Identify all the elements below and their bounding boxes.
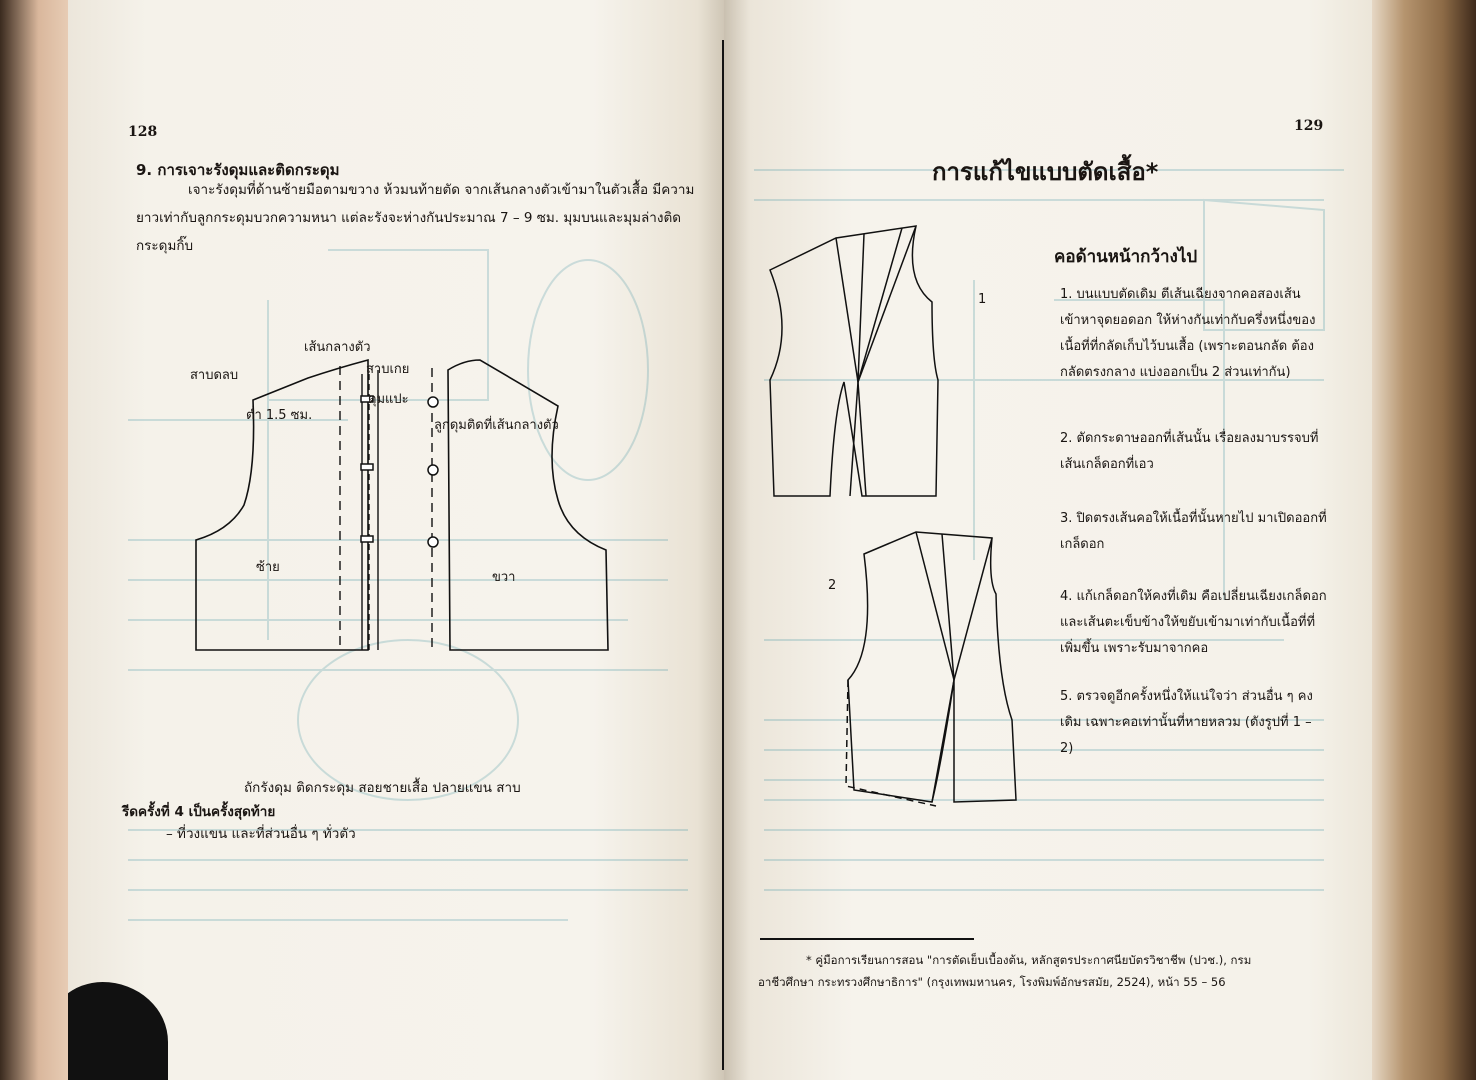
figure-2-label: 2 bbox=[828, 578, 837, 593]
step4-heading: รีดครั้งที่ 4 เป็นครั้งสุดท้าย bbox=[122, 804, 276, 820]
right-page bbox=[724, 0, 1372, 1080]
label-right-side: ขวา bbox=[492, 570, 516, 585]
list-item: 5. ตรวจดูอีกครั้งหนึ่งให้แน่ใจว่า ส่วนอื่น ๆ คงเดิม เฉพาะคอเท่านั้นที่หายหลวม (ดังรูปที่ 1 – 2) bbox=[1060, 689, 1313, 756]
body-paragraph: เจาะรังดุมที่ด้านซ้ายมือตามขวาง ห้วมนท้ายตัด จากเส้นกลางตัวเข้ามาในตัวเสื้อ มีความยาวเท่ากับลูกกระดุมบวกความหนา แต่ละรังจะห่างกันประมาณ 7 – 9 ซม. มุมบนและมุมล่างติดกระดุมกิ๊บ bbox=[136, 182, 695, 254]
label-sab-kei: สาบเกย bbox=[366, 362, 410, 377]
label-low: ต่ำ 1.5 ซม. bbox=[246, 408, 313, 423]
label-dum-pae: ดุมแปะ bbox=[368, 392, 409, 407]
label-center-line: เส้นกลางตัว bbox=[304, 340, 371, 355]
book-edge-right bbox=[1366, 0, 1476, 1080]
label-sab-dalab: สาบดลบ bbox=[190, 368, 239, 383]
right-front-panel bbox=[448, 360, 608, 650]
step4-detail: – ที่วงแขน และที่ส่วนอื่น ๆ ทั่วตัว bbox=[166, 826, 356, 842]
footnote-rule bbox=[760, 938, 974, 940]
label-button-on-center: ลูกดุมติดที่เส้นกลางตัว bbox=[434, 418, 559, 433]
list-item: 1. บนแบบตัดเดิม ตีเส้นเฉียงจากคอสองเส้น เข้าหาจุดยอดอก ให้ห่างกันเท่ากับครึ่งหนึ่งของเนื้อที่ที่กลัดเก็บไว้บนเสื้อ (เพราะตอนกลัด ต้องกลัดตรงกลาง แบ่งออกเป็น 2 ส่วนเท่ากัน) bbox=[1060, 287, 1316, 380]
footnote-line-2: อาชีวศึกษา กระทรวงศึกษาธิการ" (กรุงเทพมหานคร, โรงพิมพ์อักษรสมัย, 2524), หน้า 55 – 56 bbox=[758, 975, 1226, 989]
figure-1-label: 1 bbox=[978, 292, 987, 307]
list-item: 2. ตัดกระดาษออกที่เส้นนั้น เรื่อยลงมาบรรจบที่เส้นเกล็ดอกที่เอว bbox=[1060, 431, 1319, 472]
label-left-side: ซ้าย bbox=[256, 560, 280, 575]
footnote-line-1: * คู่มือการเรียนการสอน "การตัดเย็บเบื้องต้น, หลักสูตรประกาศนียบัตรวิชาชีพ (ปวช.), กรม bbox=[806, 953, 1252, 967]
page-number: 129 bbox=[1294, 118, 1324, 134]
list-item: 4. แก้เกล็ดอกให้คงที่เดิม คือเปลี่ยนเฉียงเกล็ดอก และเส้นตะเข็บข้างให้ขยับเข้ามาเท่ากับเนื้อที่ที่เพิ่มขึ้น เพราะรับมาจากคอ bbox=[1060, 589, 1327, 656]
left-page bbox=[68, 0, 724, 1080]
pattern-figure-1 bbox=[754, 210, 1054, 510]
section-title: 9. การเจาะรังดุมและติดกระดุม bbox=[136, 161, 340, 179]
page-number: 128 bbox=[128, 124, 158, 140]
caption: ถักรังดุม ติดกระดุม สอยชายเสื้อ ปลายแขน สาบ bbox=[244, 780, 521, 796]
list-item: 3. ปิดตรงเส้นคอให้เนื้อที่นั้นหายไป มาเปิดออกที่เกล็ดอก bbox=[1060, 511, 1327, 552]
subtitle: คอด้านหน้ากว้างไป bbox=[1054, 247, 1198, 267]
pattern-figure-2 bbox=[824, 520, 1124, 820]
page-title: การแก้ไขแบบตัดเสื้อ* bbox=[932, 158, 1159, 186]
book-edge-left bbox=[0, 0, 70, 1080]
